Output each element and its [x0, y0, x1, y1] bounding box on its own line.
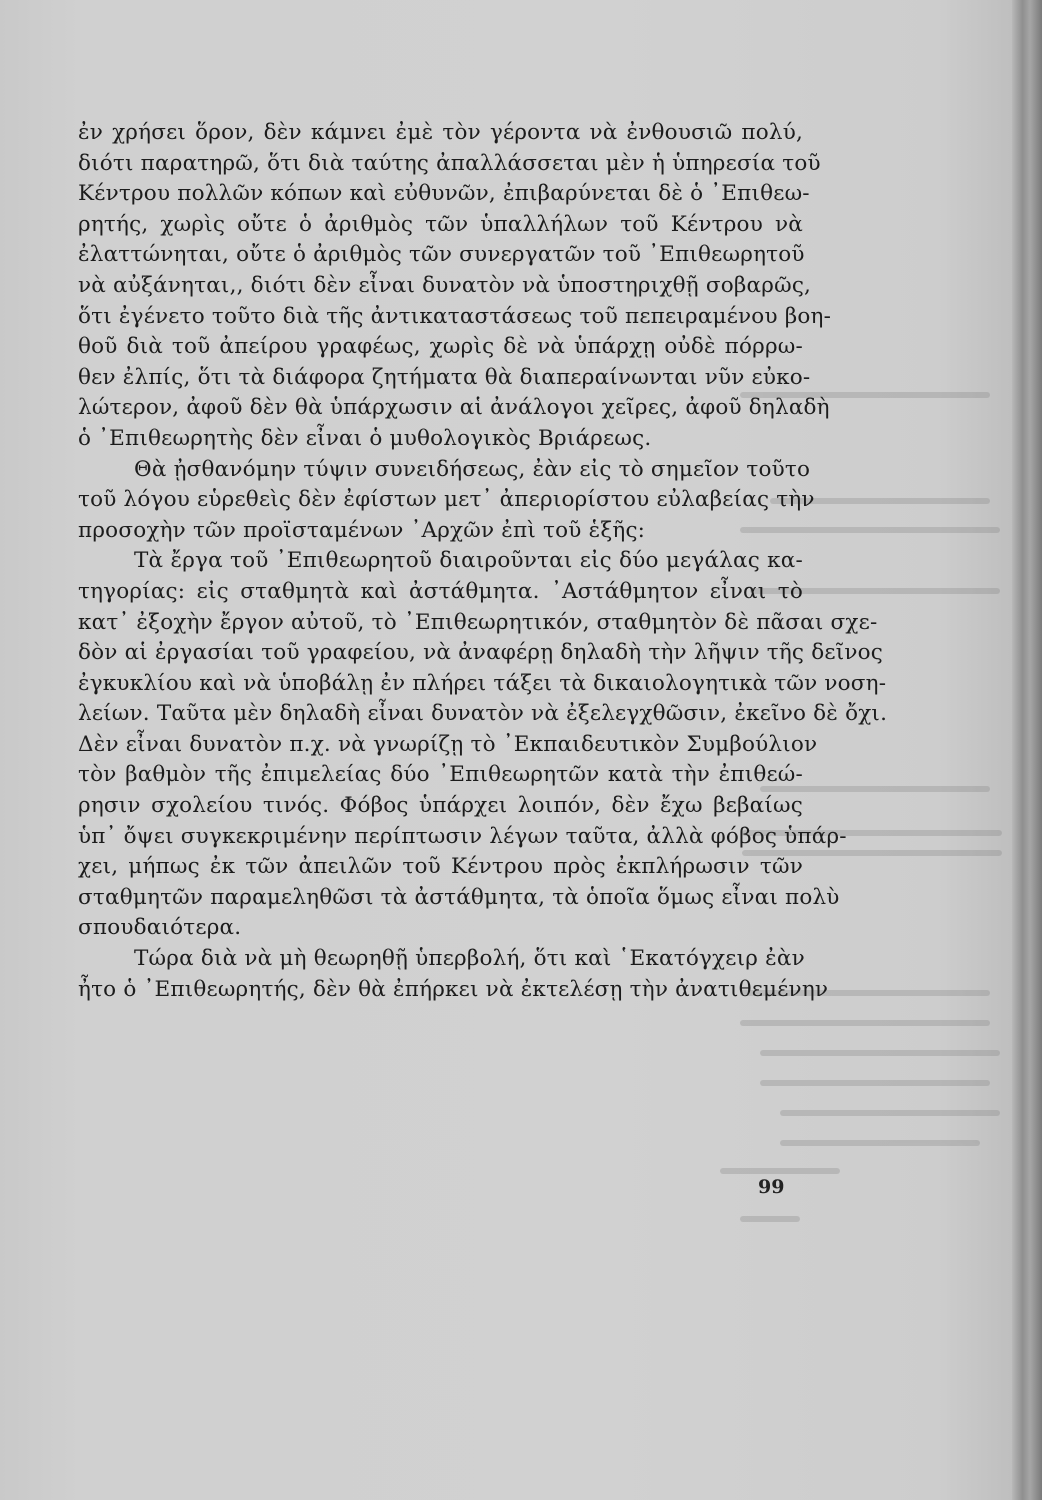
text-line: σπουδαιότερα.: [78, 915, 242, 941]
text-line: δὸν αἱ ἐργασίαι τοῦ γραφείου, νὰ ἀναφέρῃ δηλαδὴ τὴν λῆψιν τῆς δεῖνος: [78, 640, 883, 666]
text-line: Θὰ ᾐσθανόμην τύψιν συνειδήσεως, ἐὰν εἰς τὸ σημεῖον τοῦτο: [134, 456, 811, 482]
page-edge-shadow: [1012, 0, 1042, 1500]
text-line: τὸν βαθμὸν τῆς ἐπιμελείας δύο ᾿Επιθεωρητῶν κατὰ τὴν ἐπιθεώ-: [78, 762, 803, 788]
text-line: Κέντρου πολλῶν κόπων καὶ εὐθυνῶν, ἐπιβαρύνεται δὲ ὁ ᾿Επιθεω-: [78, 181, 810, 207]
text-line: ἐλαττώνηται, οὔτε ὁ ἀριθμὸς τῶν συνεργατῶν τοῦ ᾿Επιθεωρητοῦ: [78, 242, 805, 268]
text-line: ὑπ᾿ ὄψει συγκεκριμένην περίπτωσιν λέγων ταῦτα, ἀλλὰ φόβος ὑπάρ-: [78, 823, 847, 849]
text-line: ρησιν σχολείου τινός. Φόβος ὑπάρχει λοιπόν, δὲν ἔχω βεβαίως: [78, 793, 803, 819]
body-text: [78, 118, 888, 1005]
text-line: Δὲν εἶναι δυνατὸν π.χ. νὰ γνωρίζῃ τὸ ᾿Εκπαιδευτικὸν Συμβούλιον: [78, 731, 818, 757]
text-line: Τώρα διὰ νὰ μὴ θεωρηθῇ ὑπερβολή, ὅτι καὶ ῾Εκατόγχειρ ἐὰν: [134, 946, 805, 972]
text-line: λώτερον, ἀφοῦ δὲν θὰ ὑπάρχωσιν αἱ ἀνάλογοι χεῖρες, ἀφοῦ δηλαδὴ: [78, 395, 830, 421]
page-number: 99: [758, 1176, 785, 1198]
text-line: λείων. Ταῦτα μὲν δηλαδὴ εἶναι δυνατὸν νὰ ἐξελεγχθῶσιν, ἐκεῖνο δὲ ὄχι.: [78, 701, 888, 727]
text-line: Τὰ ἔργα τοῦ ᾿Επιθεωρητοῦ διαιροῦνται εἰς δύο μεγάλας κα-: [134, 548, 803, 574]
text-line: θοῦ διὰ τοῦ ἀπείρου γραφέως, χωρὶς δὲ νὰ ὑπάρχῃ οὐδὲ πόρρω-: [78, 334, 803, 360]
text-line: ὁ ᾿Επιθεωρητὴς δὲν εἶναι ὁ μυθολογικὸς Βριάρεως.: [78, 425, 652, 451]
text-line: ὅτι ἐγένετο τοῦτο διὰ τῆς ἀντικαταστάσεως τοῦ πεπειραμένου βοη-: [78, 303, 832, 329]
text-line: προσοχὴν τῶν προϊσταμένων ᾿Αρχῶν ἐπὶ τοῦ ἑξῆς:: [78, 517, 646, 543]
text-line: διότι παρατηρῶ, ὅτι διὰ ταύτης ἀπαλλάσσεται μὲν ἡ ὑπηρεσία τοῦ: [78, 150, 821, 176]
text-line: ἦτο ὁ ᾿Επιθεωρητής, δὲν θὰ ἐπήρκει νὰ ἐκτελέσῃ τὴν ἀνατιθεμένην: [78, 976, 829, 1002]
text-line: τοῦ λόγου εὑρεθεὶς δὲν ἐφίστων μετ᾿ ἀπεριορίστου εὐλαβείας τὴν: [78, 487, 815, 513]
text-line: ἐν χρήσει ὅρον, δὲν κάμνει ἐμὲ τὸν γέροντα νὰ ἐνθουσιῶ πολύ,: [78, 120, 803, 145]
text-line: χει, μήπως ἐκ τῶν ἀπειλῶν τοῦ Κέντρου πρὸς ἐκπλήρωσιν τῶν: [78, 854, 803, 880]
text-line: νὰ αὐξάνηται,, διότι δὲν εἶναι δυνατὸν νὰ ὑποστηριχθῇ σοβαρῶς,: [78, 272, 812, 298]
text-line: σταθμητῶν παραμεληθῶσι τὰ ἀστάθμητα, τὰ ὁποῖα ὅμως εἶναι πολὺ: [78, 884, 840, 910]
text-line: ἐγκυκλίου καὶ νὰ ὑποβάλῃ ἐν πλήρει τάξει τὰ δικαιολογητικὰ τῶν νοση-: [78, 670, 887, 696]
text-line: τηγορίας: εἰς σταθμητὰ καὶ ἀστάθμητα. ᾿Αστάθμητον εἶναι τὸ: [78, 578, 803, 604]
text-line: ρητής, χωρὶς οὔτε ὁ ἀριθμὸς τῶν ὑπαλλήλων τοῦ Κέντρου νὰ: [78, 211, 803, 237]
text-line: θεν ἐλπίς, ὅτι τὰ διάφορα ζητήματα θὰ διαπεραίνωνται νῦν εὐκο-: [78, 364, 811, 390]
text-line: κατ᾿ ἐξοχὴν ἔργον αὐτοῦ, τὸ ᾿Επιθεωρητικόν, σταθμητὸν δὲ πᾶσαι σχε-: [78, 609, 878, 635]
